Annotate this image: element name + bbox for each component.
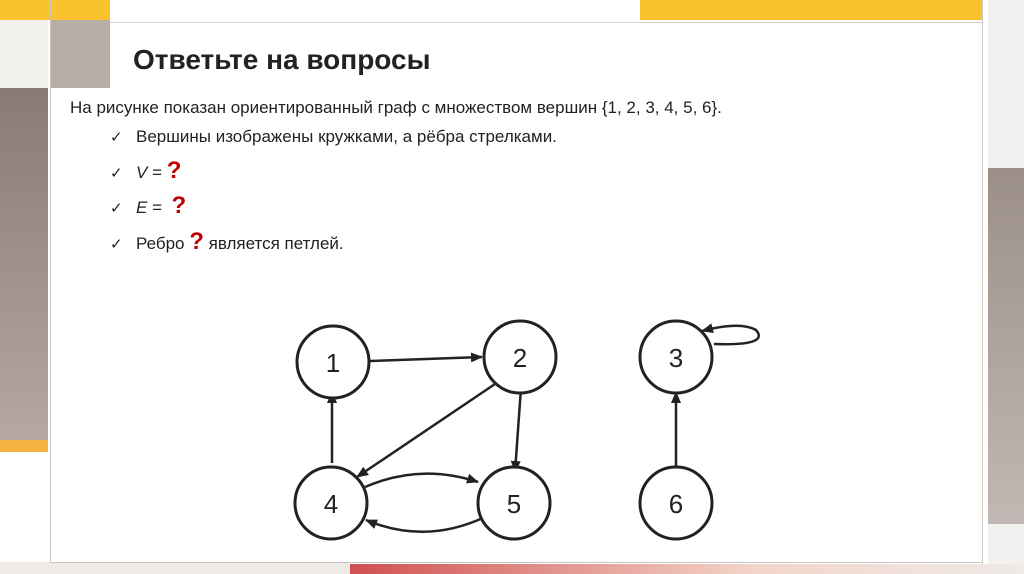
vertex-label-1: 1 (325, 348, 341, 378)
edge-5-4 (366, 517, 485, 532)
check-icon: ✓ (110, 199, 123, 217)
check-icon: ✓ (110, 128, 123, 146)
vertex-label-3: 3 (668, 343, 684, 373)
loop-text-start: Ребро (136, 234, 190, 253)
check-icon: ✓ (110, 164, 123, 182)
var-v: V (136, 163, 148, 182)
vertex-label-4: 4 (323, 489, 339, 519)
edge-3-3-loop (702, 326, 759, 344)
vertex-label-5: 5 (506, 489, 522, 519)
edge-1-2 (370, 357, 482, 361)
edge-4-5 (365, 474, 478, 487)
edge-2-5 (515, 388, 521, 472)
question-mark: ? (189, 228, 204, 255)
vertex-label-6: 6 (668, 489, 684, 519)
equals-sign: = (147, 198, 172, 217)
loop-text-end: является петлей. (203, 234, 344, 253)
equals-sign: = (147, 163, 167, 182)
var-e: E (136, 198, 148, 217)
bullet-text: Вершины изображены кружками, а рёбра стрелками. (136, 127, 557, 146)
question-mark: ? (166, 157, 182, 184)
question-mark: ? (171, 192, 187, 219)
slide-title: Ответьте на вопросы (133, 44, 431, 75)
vertex-label-2: 2 (512, 343, 528, 373)
intro-text: На рисунке показан ориентированный граф с множеством вершин {1, 2, 3, 4, 5, 6}. (70, 98, 722, 117)
edge-2-4 (357, 384, 495, 477)
check-icon: ✓ (110, 235, 123, 253)
